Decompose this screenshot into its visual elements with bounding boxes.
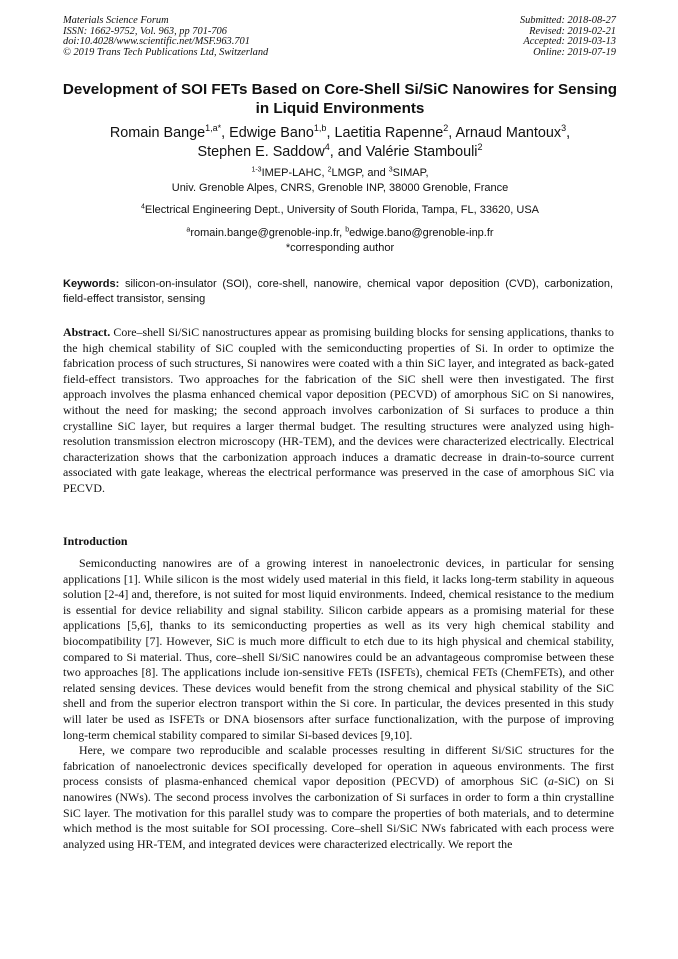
journal-header-right <box>520 16 616 58</box>
date-accepted: Accepted: 2019-03-13 <box>523 36 616 48</box>
journal-doi: doi:10.4028/www.scientific.net/MSF.963.701 <box>63 36 250 48</box>
date-submitted: Submitted: 2018-08-27 <box>519 15 616 26</box>
affiliation-mark: 3 <box>388 166 393 174</box>
affiliation-address: Univ. Grenoble Alpes, CNRS, Grenoble INP, 38000 Grenoble, France <box>171 182 509 194</box>
affiliation-lab: LMGP, and <box>331 167 389 179</box>
keywords-text: silicon-on-insulator (SOI), core-shell, nanowire, chemical vapor deposition (CVD), carbonization, field-effect transistor, sensing <box>63 278 613 305</box>
author-affiliation-mark: 2 <box>443 123 449 134</box>
affiliation-mark: 4 <box>140 203 145 211</box>
date-revised: Revised: 2019-02-21 <box>529 25 616 37</box>
abstract <box>63 325 614 497</box>
author-separator: , and <box>329 143 366 160</box>
author-list <box>55 124 625 161</box>
abstract-label: Abstract. <box>63 325 111 339</box>
author-name: Stephen E. Saddow <box>197 143 325 160</box>
keywords <box>63 277 613 306</box>
journal-issn: ISSN: 1662-9752, Vol. 963, pp 701-706 <box>63 25 227 37</box>
affiliation-usf <box>55 203 625 218</box>
affiliation-lab: IMEP-LAHC, <box>261 167 328 179</box>
journal-header-left <box>63 16 268 58</box>
date-online: Online: 2019-07-19 <box>533 46 616 58</box>
section-heading-introduction: Introduction <box>63 534 128 548</box>
author-affiliation-mark: 1,b <box>313 123 327 134</box>
affiliation-address: Electrical Engineering Dept., University of South Florida, Tampa, FL, 33620, USA <box>144 204 540 216</box>
introduction-body <box>63 556 614 852</box>
intro-paragraph-2 <box>63 743 614 852</box>
author-affiliation-mark: 3 <box>561 123 567 134</box>
journal-copyright: © 2019 Trans Tech Publications Ltd, Switzerland <box>63 46 269 58</box>
email-mark: a <box>186 226 191 234</box>
affiliation-mark: 2 <box>327 166 332 174</box>
author-name: Laetitia Rapenne <box>334 125 444 141</box>
journal-name: Materials Science Forum <box>63 15 169 26</box>
corresponding-author-note: *corresponding author <box>285 242 395 254</box>
intro-paragraph-2-text: -SiC) on Si nanowires (NWs). The second process involves the carbonization of Si surfaces in order to form a thin crystalline SiC layer. The motivation for this parallel study was to compare the properties of both materials, and to determine which method is the most suitable for SOI processing. Core–shell Si/SiC NWs fabricated with each process were analyzed using HR-TEM, and integrated devices were characterized electrically. We report the <box>63 774 614 851</box>
author-separator: , <box>448 125 456 141</box>
affiliation-grenoble <box>55 166 625 196</box>
author-name: Valérie Stambouli <box>365 143 478 160</box>
abstract-text: Core–shell Si/SiC nanostructures appear as promising building blocks for sensing applications, thanks to the high chemical stability of SiC coupled with the semiconducting properties of Si. In order to optimize the fabrication process of such structures, Si nanowires were coated with a thin SiC layer, and integrated as back-gated field-effect transistors. Two approaches for the fabrication of the SiC shell were then investigated. The first approach involves the plasma enhanced chemical vapor deposition (PECVD) of amorphous SiC on Si nanowires, without the need for masking; the second approach involves carbonization of Si surfaces to produce a thin crystalline SiC layer, but requires a larger thermal budget. The resulting structures were analyzed using high-resolution transmission electron microscopy (HR-TEM), and the devices were characterized electrically. Electrical characterization shows that the carbonization approach induces a dramatic decrease in drain-to-source current associated with gate leakage, whereas the electrical performance was preserved in the case of amorphous SiC via PECVD. <box>63 325 614 495</box>
author-affiliation-mark: 1,a* <box>205 123 222 134</box>
author-affiliation-mark: 4 <box>324 141 330 152</box>
author-separator: , <box>566 125 571 141</box>
email-mark: b <box>345 226 350 234</box>
author-name: Arnaud Mantoux <box>455 125 562 141</box>
affiliation-mark: 1-3 <box>251 166 262 174</box>
affiliation-lab: SIMAP, <box>392 167 429 179</box>
author-separator: , <box>221 125 230 141</box>
author-name: Edwige Bano <box>229 125 314 141</box>
author-affiliation-mark: 2 <box>477 141 483 152</box>
email-address[interactable]: romain.bange@grenoble-inp.fr, <box>190 227 346 239</box>
keywords-label: Keywords: <box>63 278 120 290</box>
intro-italic-a: a <box>548 774 554 789</box>
author-name: Romain Bange <box>109 125 206 141</box>
intro-paragraph-1: Semiconducting nanowires are of a growing interest in nanoelectronic devices, in particular for sensing applications [1]. While silicon is the most widely used material in this field, it lacks long-term stability in aqueous solution [2-4] and, therefore, is not suited for most liquid environments. Indeed, chemical resistance to the medium is essential for device reliability and signal stability. Silicon carbide appears as a promising material for these applications [5,6], thanks to its semiconducting properties as well as its very high chemical stability and biocompatibility [7]. However, SiC is much more difficult to etch due to its high physical and chemical stability, compared to Si material. Thus, core–shell Si/SiC nanowires could be an advantageous compromise between these two approaches [8]. The applications include ion-sensitive FETs (ISFETs), chemical FETs (ChemFETs), and other related sensing devices. These devices would benefit from the strong chemical and physical stability of the SiC shell and from the superior electron transport within the Si core. In particular, the devices presented in this study will later be used as ISFETs or DNA biosensors after surface functionalization, with the purpose of improving long-term chemical stability compared to similar Si-based devices [9,10]. <box>63 556 614 742</box>
author-emails <box>55 226 625 256</box>
intro-paragraph-2-text: Here, we compare two reproducible and scalable processes resulting in different Si/SiC structures for the fabrication of nanoelectronic devices specifically developed for operation in aqueous environments. The first process consists of plasma-enhanced chemical vapor deposition (PECVD) of amorphous SiC ( <box>63 743 614 789</box>
email-address[interactable]: edwige.bano@grenoble-inp.fr <box>349 227 494 239</box>
author-separator: , <box>326 125 335 141</box>
paper-title: Development of SOI FETs Based on Core-Shell Si/SiC Nanowires for Sensing in Liquid Environments <box>62 81 618 117</box>
